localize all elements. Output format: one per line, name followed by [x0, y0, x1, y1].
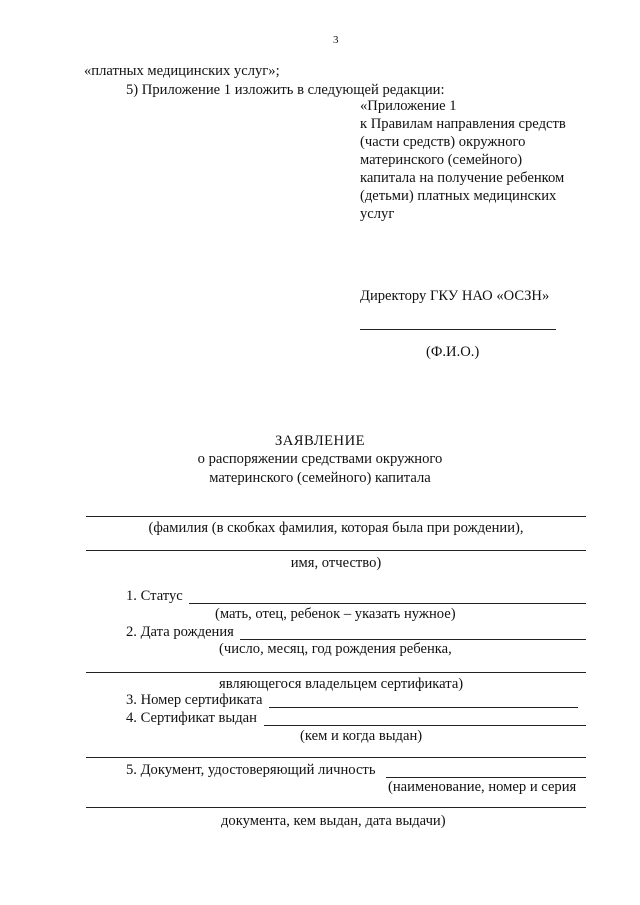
certificate-number-line	[269, 707, 578, 708]
appendix-line: «Приложение 1	[360, 98, 457, 114]
fio-line	[360, 329, 556, 330]
document-subtitle-2: материнского (семейного) капитала	[209, 470, 431, 486]
name-line	[86, 550, 586, 551]
certificate-issued-hint: (кем и когда выдан)	[300, 728, 423, 744]
birth-line	[240, 639, 586, 640]
page-number: 3	[333, 34, 339, 46]
fio-caption: (Ф.И.О.)	[426, 344, 480, 360]
birth-continuation-line	[86, 672, 586, 673]
identity-document-hint-2: документа, кем выдан, дата выдачи)	[221, 813, 446, 829]
document-subtitle-1: о распоряжении средствами окружного	[197, 451, 443, 467]
surname-caption: (фамилия (в скобках фамилия, которая была при рождении),	[148, 520, 524, 536]
birth-label: 2. Дата рождения	[126, 624, 234, 640]
intro-line-1: «платных медицинских услуг»;	[84, 63, 280, 79]
certificate-issued-continuation-line	[86, 757, 586, 758]
certificate-issued-label: 4. Сертификат выдан	[126, 710, 257, 726]
identity-document-hint-1: (наименование, номер и серия	[388, 779, 577, 795]
identity-document-continuation-line	[86, 807, 586, 808]
birth-hint-1: (число, месяц, год рождения ребенка,	[219, 641, 452, 657]
appendix-line: (детьми) платных медицинских	[360, 188, 557, 204]
document-title: ЗАЯВЛЕНИЕ	[274, 433, 366, 449]
certificate-number-label: 3. Номер сертификата	[126, 692, 263, 708]
appendix-line: услуг	[360, 206, 395, 222]
status-label: 1. Статус	[126, 588, 183, 604]
appendix-line: (части средств) окружного	[360, 134, 526, 150]
certificate-issued-line	[264, 725, 586, 726]
identity-document-label: 5. Документ, удостоверяющий личность	[126, 762, 376, 778]
addressee-to: Директору ГКУ НАО «ОСЗН»	[360, 288, 550, 304]
identity-document-line	[386, 777, 586, 778]
intro-line-2: 5) Приложение 1 изложить в следующей редакции:	[126, 82, 445, 98]
appendix-line: к Правилам направления средств	[360, 116, 566, 132]
surname-line	[86, 516, 586, 517]
appendix-line: материнского (семейного)	[360, 152, 523, 168]
appendix-line: капитала на получение ребенком	[360, 170, 565, 186]
name-caption: имя, отчество)	[290, 555, 382, 571]
status-line	[189, 603, 586, 604]
birth-hint-2: являющегося владельцем сертификата)	[219, 676, 464, 692]
status-hint: (мать, отец, ребенок – указать нужное)	[215, 606, 456, 622]
